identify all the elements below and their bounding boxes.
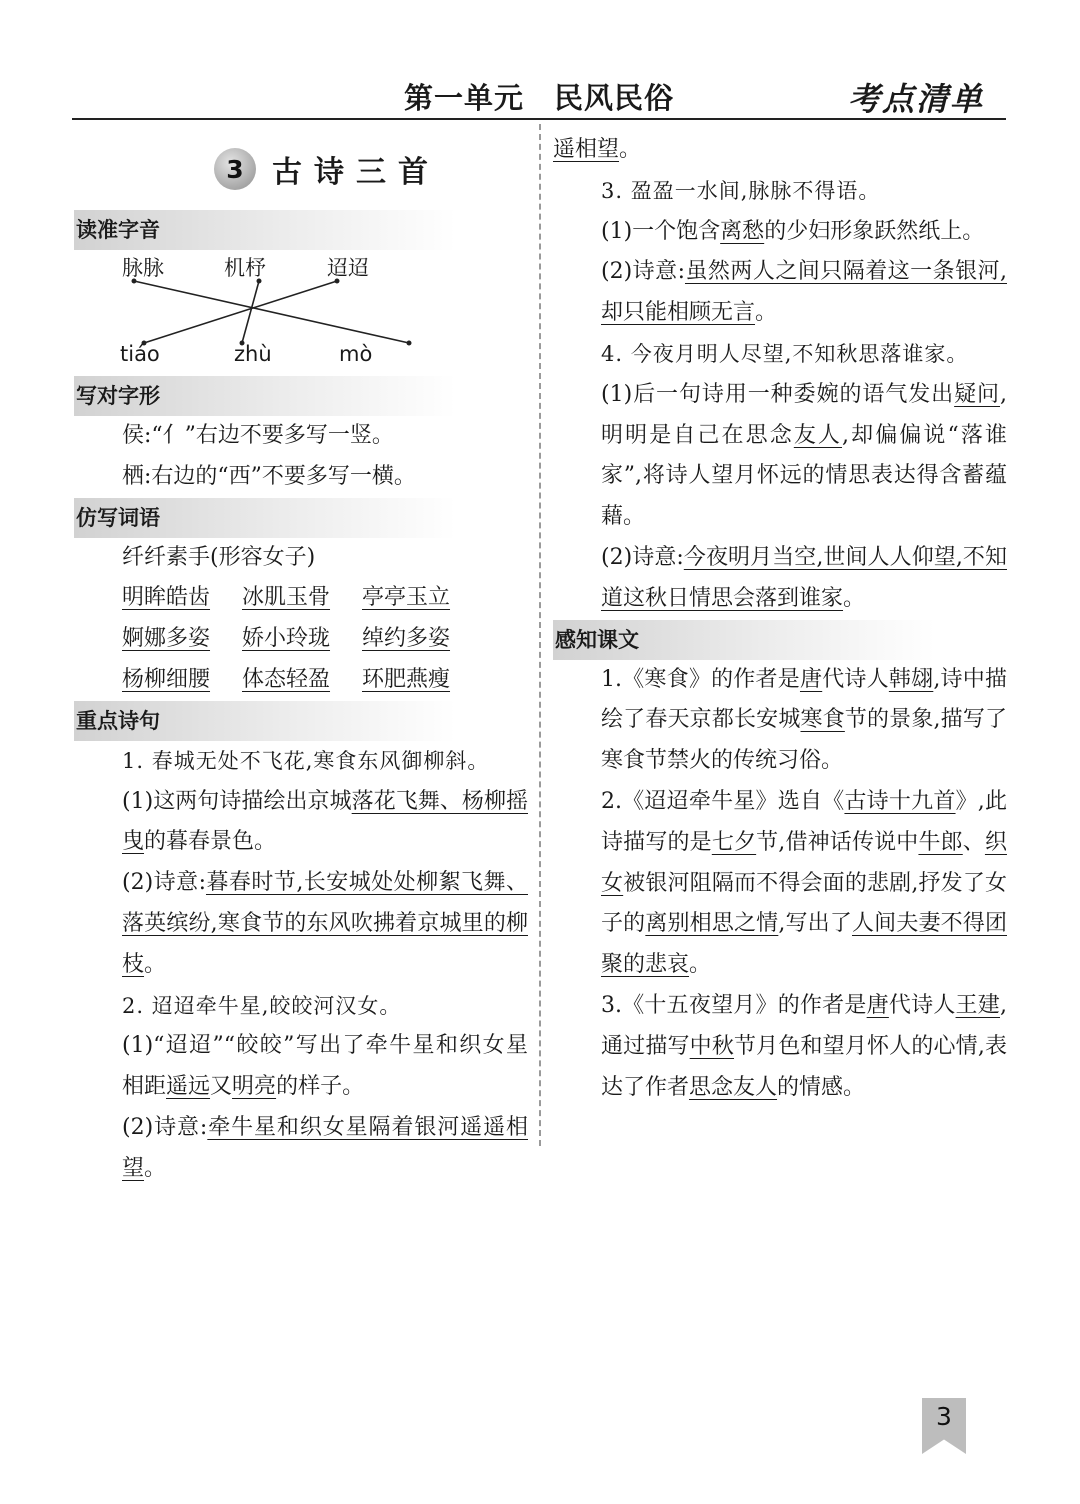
poem-line-4-note-a: (1)后一句诗用一种委婉的语气发出疑问,明明是自己在思念友人,却偏偏说“落谁家”,将诗人望月怀远的情思表达得含蓄蕴藉。 <box>601 381 1007 530</box>
perceive-item-3: 3.《十五夜望月》的作者是唐代诗人王建,通过描写中秋节月色和望月怀人的心情,表达了作者思念友人的情感。 <box>601 992 1007 1100</box>
section-heading-perceive: 感知课文 <box>553 620 935 660</box>
page-number: 3 <box>936 1402 952 1431</box>
lesson-name: 古诗三首 <box>272 155 440 190</box>
poem-line-2-note-b-continued: 遥相望。 <box>553 137 642 162</box>
word-item: 亭亭玉立 <box>362 585 451 611</box>
lesson-number-badge: 3 <box>214 148 256 190</box>
write-form-line-2: 栖:右边的“西”不要多写一横。 <box>122 463 416 489</box>
word-item: 体态轻盈 <box>242 666 331 692</box>
imitate-example: 纤纤素手(形容女子) <box>122 544 316 570</box>
word-item: 明眸皓齿 <box>122 585 211 611</box>
pinyin-2: zhù <box>234 342 272 366</box>
word-3: 迢迢 <box>327 256 369 280</box>
page-header <box>72 62 1006 120</box>
pinyin-3: mò <box>339 342 373 366</box>
column-divider <box>539 124 541 1146</box>
poem-line-3: 3. 盈盈一水间,脉脉不得语。 <box>601 178 881 203</box>
section-heading-imitate: 仿写词语 <box>74 498 456 538</box>
unit-title: 第一单元 民风民俗 <box>403 81 674 115</box>
left-column <box>74 128 528 1181</box>
word-2: 机杼 <box>224 256 266 280</box>
section-heading-pronounce: 读准字音 <box>74 210 456 250</box>
poem-line-1-note-a: (1)这两句诗描绘出京城落花飞舞、杨柳摇曳的暮春景色。 <box>122 788 528 855</box>
word-item: 婀娜多姿 <box>122 626 211 652</box>
lesson-title <box>126 128 528 210</box>
poem-line-3-note-b: (2)诗意:虽然两人之间只隔着这一条银河,却只能相顾无言。 <box>601 259 1007 326</box>
poem-line-2: 2. 迢迢牵牛星,皎皎河汉女。 <box>122 993 402 1018</box>
right-column <box>553 128 1007 1108</box>
poem-line-1-note-b: (2)诗意:暮春时节,长安城处处柳絮飞舞、落英缤纷,寒食节的东风吹拂着京城里的柳枝。 <box>122 870 528 977</box>
section-heading-write-form: 写对字形 <box>74 376 456 416</box>
word-row <box>74 619 528 660</box>
word-row <box>74 660 528 701</box>
word-row <box>74 578 528 619</box>
poem-line-2-note-b: (2)诗意:牵牛星和织女星隔着银河遥遥相望。 <box>122 1114 528 1181</box>
poem-line-4: 4. 今夜月明人尽望,不知秋思落谁家。 <box>601 341 969 366</box>
poem-line-3-note-a: (1)一个饱含离愁的少妇形象跃然纸上。 <box>601 218 985 244</box>
word-item: 环肥燕瘦 <box>362 666 451 692</box>
word-item: 杨柳细腰 <box>122 666 211 692</box>
brand-title: 考点清单 <box>847 80 984 118</box>
word-item: 绰约多姿 <box>362 626 451 652</box>
word-1: 脉脉 <box>122 256 164 280</box>
write-form-line-1: 侯:“亻”右边不要多写一竖。 <box>122 423 394 448</box>
poem-line-2-note-a: (1)“迢迢”“皎皎”写出了牵牛星和织女星相距遥远又明亮的样子。 <box>122 1033 528 1100</box>
word-item: 娇小玲珑 <box>242 626 331 652</box>
pinyin-matching-diagram <box>74 250 528 376</box>
poem-line-4-note-b: (2)诗意:今夜明月当空,世间人人仰望,不知道这秋日情思会落到谁家。 <box>601 544 1007 611</box>
word-item: 冰肌玉骨 <box>242 585 331 611</box>
section-heading-key-lines: 重点诗句 <box>74 701 456 741</box>
pinyin-1: tiáo <box>120 342 160 366</box>
perceive-item-1: 1.《寒食》的作者是唐代诗人韩翃,诗中描绘了春天京都长安城寒食节的景象,描写了寒食节禁火的传统习俗。 <box>601 666 1007 774</box>
poem-line-1: 1. 春城无处不飞花,寒食东风御柳斜。 <box>122 748 490 773</box>
perceive-item-2: 2.《迢迢牵牛星》选自《古诗十九首》,此诗描写的是七夕节,借神话传说中牛郎、织女被银河阻隔而不得会面的悲剧,抒发了女子的离别相思之情,写出了人间夫妻不得团聚的悲哀。 <box>601 788 1007 978</box>
